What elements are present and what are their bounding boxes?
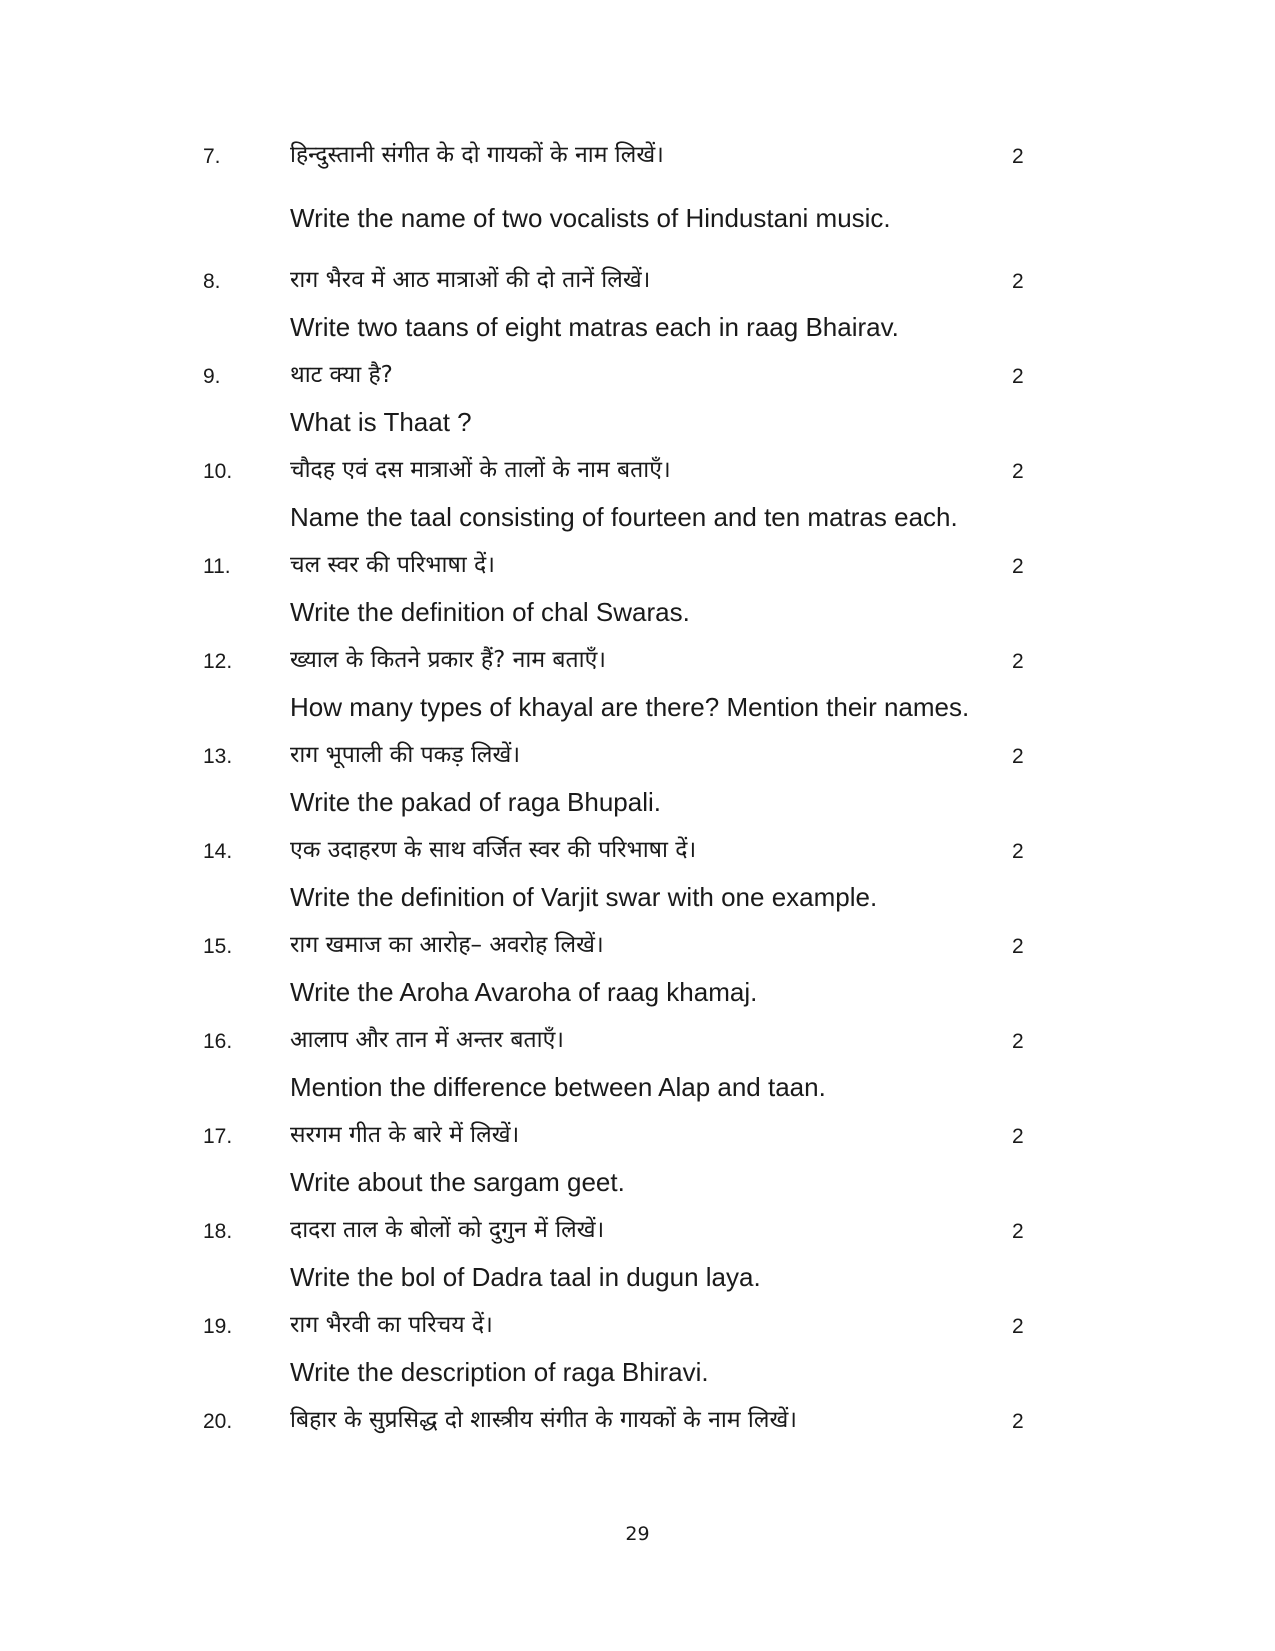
question-15-english-row xyxy=(0,970,1275,1010)
question-marks: 2 xyxy=(1012,1410,1024,1433)
question-8-english-row xyxy=(0,305,1275,345)
question-marks: 2 xyxy=(1012,650,1024,673)
question-8-hindi-row xyxy=(0,258,1275,298)
question-19-english-row xyxy=(0,1350,1275,1390)
question-text-english: Write the definition of Varjit swar with one example. xyxy=(290,882,878,912)
question-marks: 2 xyxy=(1012,145,1024,168)
question-text-english: Mention the difference between Alap and taan. xyxy=(290,1072,826,1102)
question-text-hindi: राग खमाज का आरोह– अवरोह लिखें। xyxy=(290,932,604,958)
question-text-hindi: थाट क्या है? xyxy=(290,362,393,388)
question-18-english-row xyxy=(0,1255,1275,1295)
question-text-hindi: चौदह एवं दस मात्राओं के तालों के नाम बताएँ। xyxy=(290,457,671,483)
question-text-english: Write two taans of eight matras each in raag Bhairav. xyxy=(290,312,899,342)
question-17-english-row xyxy=(0,1160,1275,1200)
question-text-hindi: चल स्वर की परिभाषा दें। xyxy=(290,552,495,578)
question-marks: 2 xyxy=(1012,1220,1024,1243)
question-text-hindi: हिन्दुस्तानी संगीत के दो गायकों के नाम लिखें। xyxy=(290,142,664,168)
question-text-english: Write the bol of Dadra taal in dugun laya. xyxy=(290,1262,761,1292)
question-number: 7. xyxy=(203,145,221,168)
question-text-english: Write the Aroha Avaroha of raag khamaj. xyxy=(290,977,758,1007)
question-number: 8. xyxy=(203,270,221,293)
question-9-hindi-row xyxy=(0,353,1275,393)
question-text-english: Write about the sargam geet. xyxy=(290,1167,625,1197)
question-text-english: What is Thaat ? xyxy=(290,407,472,437)
question-text-hindi: राग भूपाली की पकड़ लिखें। xyxy=(290,742,521,768)
question-10-english-row xyxy=(0,495,1275,535)
question-text-hindi: दादरा ताल के बोलों को दुगुन में लिखें। xyxy=(290,1217,605,1243)
question-text-english: How many types of khayal are there? Mention their names. xyxy=(290,692,970,722)
question-number: 20. xyxy=(203,1410,233,1433)
question-13-hindi-row xyxy=(0,733,1275,773)
question-16-english-row xyxy=(0,1065,1275,1105)
question-20-hindi-row xyxy=(0,1398,1275,1438)
question-number: 10. xyxy=(203,460,233,483)
question-text-hindi: ख्याल के कितने प्रकार हैं? नाम बताएँ। xyxy=(290,647,607,673)
question-13-english-row xyxy=(0,780,1275,820)
question-marks: 2 xyxy=(1012,935,1024,958)
question-marks: 2 xyxy=(1012,1125,1024,1148)
question-marks: 2 xyxy=(1012,1030,1024,1053)
question-15-hindi-row xyxy=(0,923,1275,963)
question-number: 18. xyxy=(203,1220,233,1243)
question-text-hindi: एक उदाहरण के साथ वर्जित स्वर की परिभाषा दें। xyxy=(290,837,697,863)
question-11-hindi-row xyxy=(0,543,1275,583)
question-number: 12. xyxy=(203,650,233,673)
question-9-english-row xyxy=(0,400,1275,440)
question-number: 14. xyxy=(203,840,233,863)
question-7-hindi-row xyxy=(0,133,1275,173)
question-text-english: Write the pakad of raga Bhupali. xyxy=(290,787,661,817)
question-number: 17. xyxy=(203,1125,233,1148)
question-text-hindi: राग भैरव में आठ मात्राओं की दो तानें लिखें। xyxy=(290,267,651,293)
question-text-hindi: सरगम गीत के बारे में लिखें। xyxy=(290,1122,520,1148)
question-marks: 2 xyxy=(1012,840,1024,863)
question-text-english: Write the description of raga Bhiravi. xyxy=(290,1357,709,1387)
question-marks: 2 xyxy=(1012,365,1024,388)
question-11-english-row xyxy=(0,590,1275,630)
question-number: 13. xyxy=(203,745,233,768)
question-text-hindi: राग भैरवी का परिचय दें। xyxy=(290,1312,493,1338)
question-number: 19. xyxy=(203,1315,233,1338)
question-number: 9. xyxy=(203,365,221,388)
question-text-english: Name the taal consisting of fourteen and ten matras each. xyxy=(290,502,958,532)
page-number: 29 xyxy=(625,1523,650,1545)
question-marks: 2 xyxy=(1012,460,1024,483)
question-marks: 2 xyxy=(1012,555,1024,578)
question-16-hindi-row xyxy=(0,1018,1275,1058)
question-14-english-row xyxy=(0,875,1275,915)
question-marks: 2 xyxy=(1012,270,1024,293)
question-number: 15. xyxy=(203,935,233,958)
question-7-english-row xyxy=(0,196,1275,236)
question-marks: 2 xyxy=(1012,745,1024,768)
question-number: 11. xyxy=(203,555,231,578)
question-12-english-row xyxy=(0,685,1275,725)
question-text-hindi: बिहार के सुप्रसिद्ध दो शास्त्रीय संगीत के गायकों के नाम लिखें। xyxy=(290,1407,797,1433)
question-text-english: Write the definition of chal Swaras. xyxy=(290,597,690,627)
question-18-hindi-row xyxy=(0,1208,1275,1248)
question-number: 16. xyxy=(203,1030,233,1053)
question-text-hindi: आलाप और तान में अन्तर बताएँ। xyxy=(290,1027,565,1053)
question-marks: 2 xyxy=(1012,1315,1024,1338)
question-text-english: Write the name of two vocalists of Hindustani music. xyxy=(290,203,891,233)
question-10-hindi-row xyxy=(0,448,1275,488)
question-17-hindi-row xyxy=(0,1113,1275,1153)
question-14-hindi-row xyxy=(0,828,1275,868)
question-12-hindi-row xyxy=(0,638,1275,678)
question-19-hindi-row xyxy=(0,1303,1275,1343)
